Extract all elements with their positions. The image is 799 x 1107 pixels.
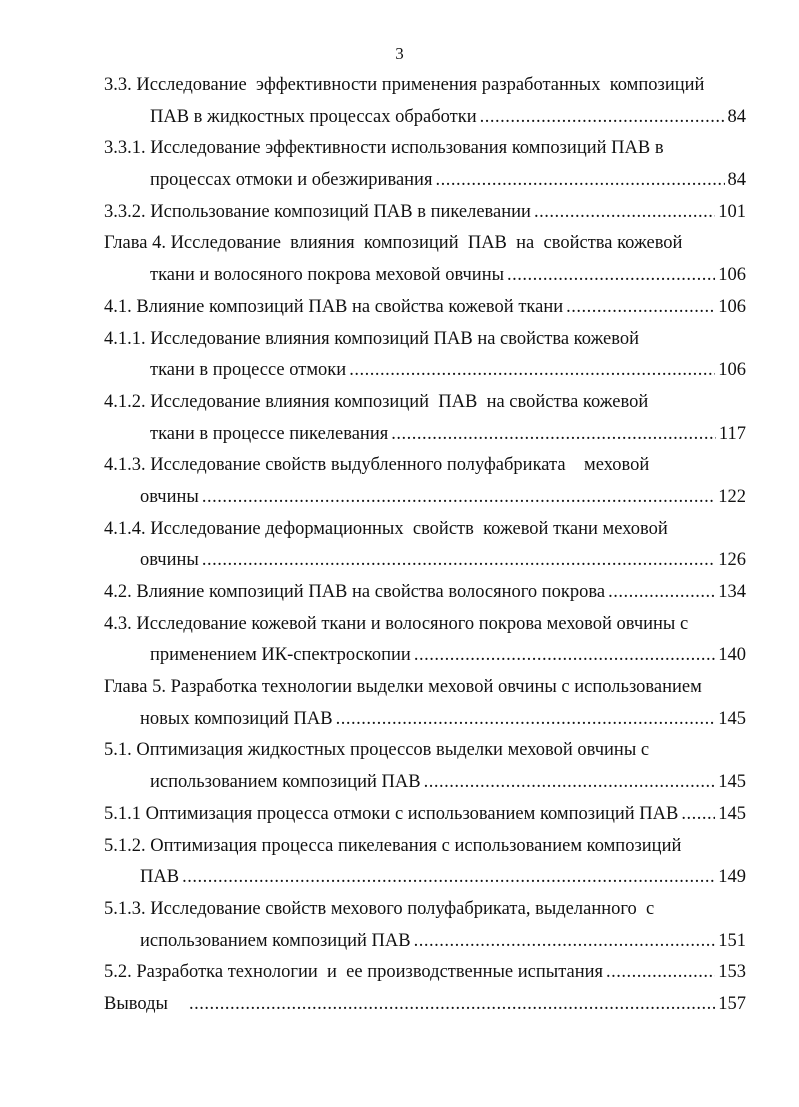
toc-entry-leader-line — [104, 292, 746, 324]
toc-entry-text: новых композиций ПАВ — [140, 708, 333, 729]
toc-page-number: 106 — [718, 265, 746, 286]
dot-leader — [435, 165, 724, 197]
toc-entry-text: использованием композиций ПАВ — [150, 772, 421, 793]
dot-leader — [507, 260, 715, 292]
dot-leader — [202, 482, 715, 514]
toc-page-number: 145 — [718, 803, 746, 824]
toc-entry-leader-line — [104, 767, 746, 799]
toc-entry-line: 4.1.2. Исследование влияния композиций ПАВ на свойства кожевой — [104, 391, 649, 412]
toc-entry-leader-line — [104, 260, 746, 292]
dot-leader — [414, 640, 715, 672]
dot-leader — [424, 767, 716, 799]
dot-leader — [606, 957, 715, 989]
toc-entry-text: процессах отмоки и обезжиривания — [150, 170, 433, 191]
dot-leader — [534, 197, 715, 229]
toc-entry-line: 4.1.1. Исследование влияния композиций ПАВ на свойства кожевой — [104, 328, 640, 349]
toc-entry-line: 3.3. Исследование эффективности применения разработанных композиций — [104, 75, 705, 95]
toc-entry-line: 3.3.1. Исследование эффективности использования композиций ПАВ в — [104, 138, 664, 159]
toc-page-number: 84 — [727, 170, 746, 191]
toc-entry-leader-line — [104, 926, 746, 958]
toc-entry-leader-line — [104, 355, 746, 387]
toc-entry-text: ткани в процессе отмоки — [150, 360, 347, 381]
dot-leader — [391, 419, 716, 451]
dot-leader — [608, 577, 715, 609]
toc-entry-text: ПАВ в жидкостных процессах обработки — [150, 106, 477, 127]
table-of-contents — [104, 70, 746, 1021]
toc-entry-leader-line — [104, 419, 746, 451]
toc-entry-line: 4.1.4. Исследование деформационных свойств кожевой ткани меховой — [104, 518, 668, 539]
toc-page-number: 153 — [718, 962, 746, 983]
toc-entry-leader-line — [104, 704, 746, 736]
toc-entry-text: 5.2. Разработка технологии и ее производственные испытания — [104, 962, 604, 983]
toc-entry-line: 4.1.3. Исследование свойств выдубленного полуфабриката меховой — [104, 455, 650, 476]
toc-entry-line: Глава 4. Исследование влияния композиций ПАВ на свойства кожевой — [104, 233, 683, 254]
toc-entry-text: 4.1. Влияние композиций ПАВ на свойства кожевой ткани — [104, 296, 564, 317]
toc-entry-leader-line — [104, 102, 746, 134]
toc-page-number: 101 — [718, 201, 746, 222]
toc-entry-leader-line — [104, 545, 746, 577]
toc-entry-text: овчины — [140, 550, 199, 571]
toc-page-number: 134 — [718, 582, 746, 602]
toc-page-number: 84 — [727, 106, 746, 127]
toc-entry-text: применением ИК-спектроскопии — [150, 645, 411, 666]
toc-page-number: 149 — [718, 867, 746, 888]
toc-entry-leader-line — [104, 640, 746, 672]
toc-entry-line: 5.1. Оптимизация жидкостных процессов выделки меховой овчины с — [104, 740, 650, 761]
dot-leader — [182, 862, 715, 894]
toc-entry-leader-line — [104, 577, 746, 609]
toc-entry-line: 5.1.2. Оптимизация процесса пикелевания с использованием композиций — [104, 835, 682, 856]
toc-page-number: 122 — [718, 486, 746, 507]
page-number: 3 — [395, 44, 404, 63]
dot-leader — [681, 799, 715, 831]
dot-leader — [480, 102, 725, 134]
toc-entry-text: ПАВ — [140, 867, 180, 888]
toc-entry-leader-line — [104, 862, 746, 894]
toc-entry-text: ткани и волосяного покрова меховой овчины — [150, 265, 505, 286]
dot-leader — [336, 704, 716, 736]
toc-entry-leader-line — [104, 165, 746, 197]
toc-entry-leader-line — [104, 989, 746, 1021]
toc-entry-text: 3.3.2. Использование композиций ПАВ в пикелевании — [104, 201, 531, 222]
toc-entry-leader-line — [104, 197, 746, 229]
toc-entry-text: овчины — [140, 486, 199, 507]
toc-page-number: 106 — [718, 360, 746, 381]
toc-entry-line: 5.1.3. Исследование свойств мехового полуфабриката, выделанного с — [104, 898, 655, 919]
dot-leader — [414, 926, 716, 958]
toc-page-number: 117 — [718, 423, 746, 444]
dot-leader — [189, 989, 715, 1021]
toc-entry-line: Глава 5. Разработка технологии выделки меховой овчины с использованием — [104, 677, 702, 698]
toc-page-number: 145 — [718, 772, 746, 793]
toc-page-number: 151 — [718, 930, 746, 951]
toc-entry-leader-line — [104, 482, 746, 514]
toc-page-number: 106 — [718, 296, 746, 317]
toc-entry-leader-line — [104, 957, 746, 989]
toc-entry-text: 4.2. Влияние композиций ПАВ на свойства волосяного покрова — [104, 582, 606, 602]
toc-entry-text: 5.1.1 Оптимизация процесса отмоки с использованием композиций ПАВ — [104, 803, 679, 824]
dot-leader — [202, 545, 715, 577]
toc-entry-text: Выводы — [104, 993, 168, 1014]
toc-entry-text: ткани в процессе пикелевания — [150, 423, 389, 444]
toc-entry-line: 4.3. Исследование кожевой ткани и волосяного покрова меховой овчины с — [104, 613, 689, 634]
toc-page-number: 157 — [718, 993, 746, 1014]
toc-page-number: 145 — [718, 708, 746, 729]
dot-leader — [566, 292, 715, 324]
toc-entry-text: использованием композиций ПАВ — [140, 930, 411, 951]
toc-entry-leader-line — [104, 799, 746, 831]
dot-leader — [349, 355, 715, 387]
toc-page-number: 140 — [718, 645, 746, 666]
toc-page-number: 126 — [718, 550, 746, 571]
